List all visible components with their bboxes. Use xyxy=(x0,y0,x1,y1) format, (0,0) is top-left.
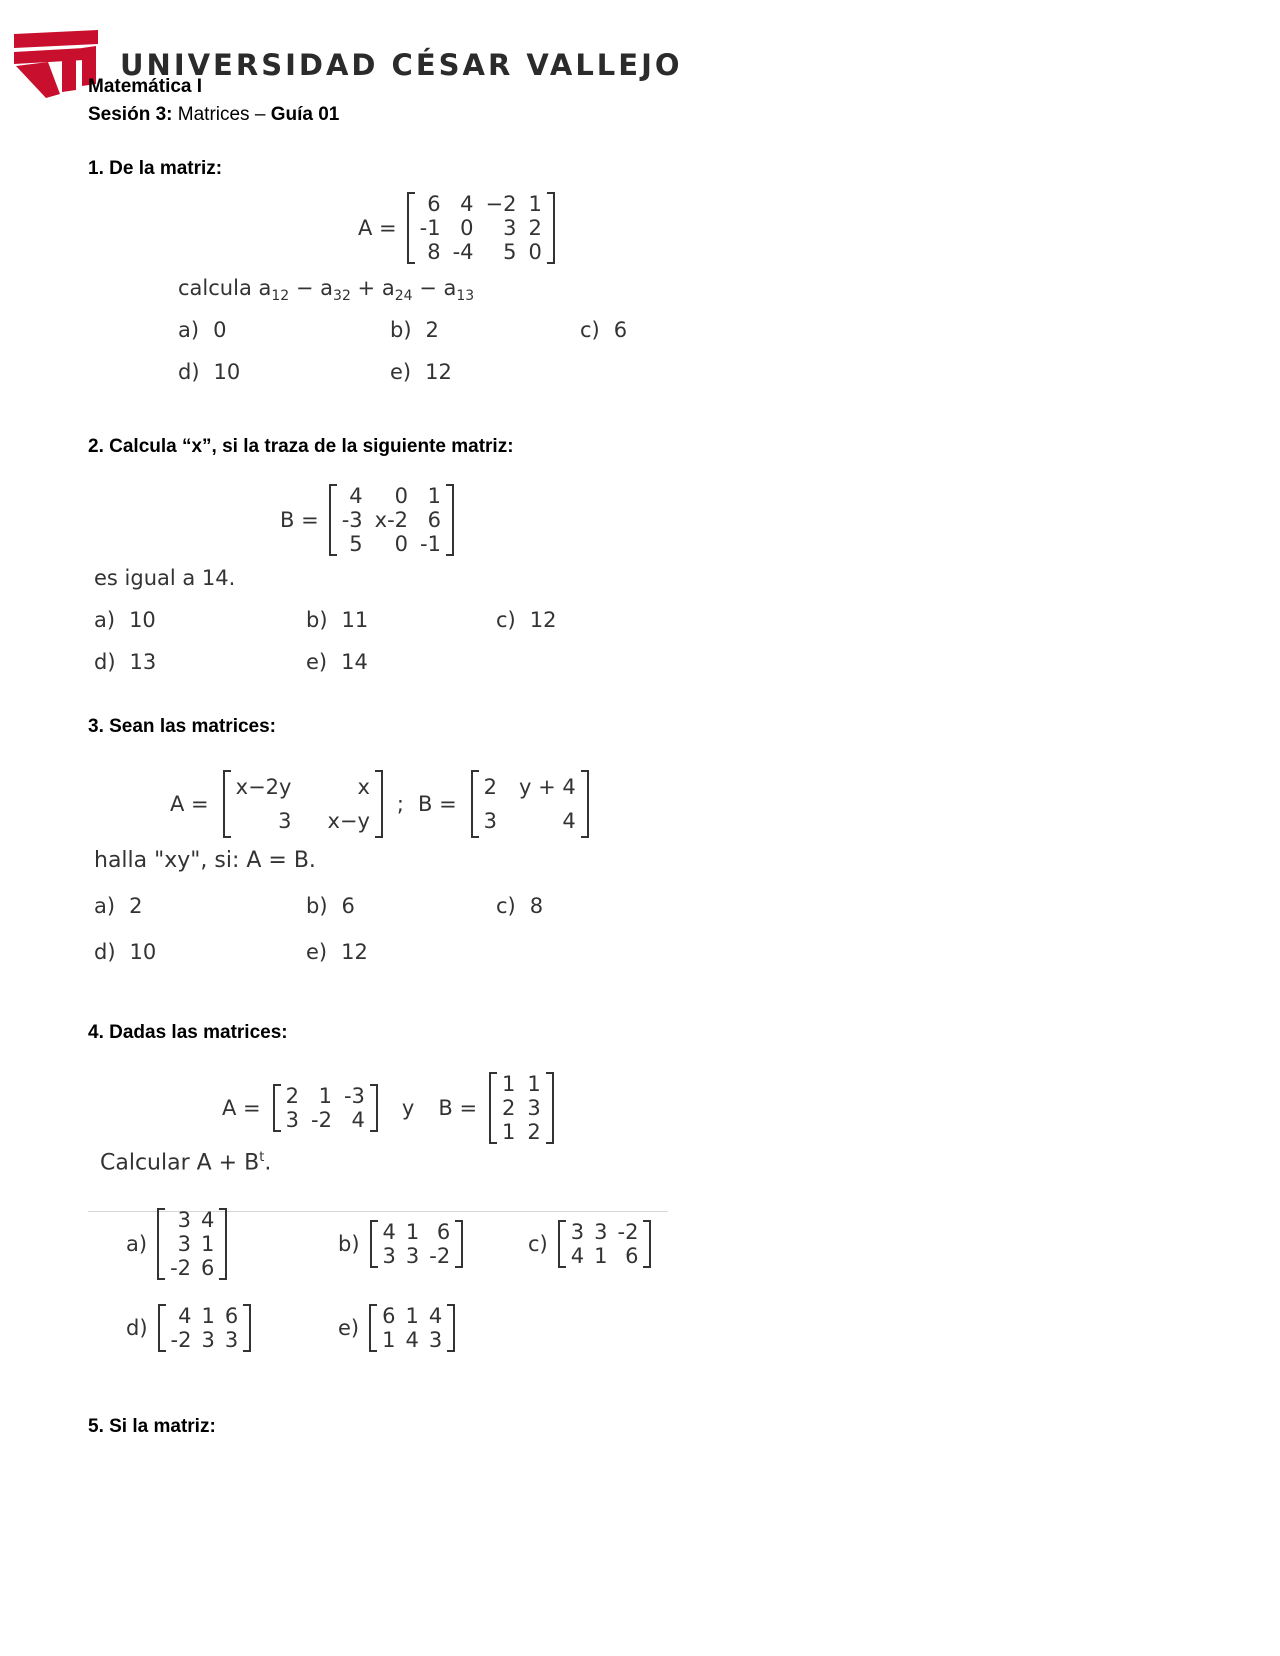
question-3-prompt: halla "xy", si: A = B. xyxy=(94,848,316,873)
course-title: Matemática I xyxy=(88,76,203,97)
matrix-cell: 4 xyxy=(562,809,576,833)
option-a[interactable]: a) 3 4 3 1 -2 6 xyxy=(126,1208,227,1280)
matrix-cell: 4 xyxy=(349,484,363,508)
matrix-cell: 4 xyxy=(460,192,474,216)
bracket-left xyxy=(157,1208,165,1280)
guide-label: Guía 01 xyxy=(270,104,340,125)
matrix-b xyxy=(471,770,589,838)
option-e[interactable]: e) 12 xyxy=(390,360,452,384)
question-1-prompt xyxy=(178,276,474,304)
matrix-cell: -2 xyxy=(311,1108,332,1132)
matrix-cell: 6 xyxy=(427,508,441,532)
matrix-cell: 0 xyxy=(528,240,542,264)
matrix-a xyxy=(273,1084,378,1132)
question-3-title: 3. Sean las matrices: xyxy=(88,716,276,737)
bracket-right xyxy=(455,1220,463,1268)
matrix-cell: 4 xyxy=(428,1304,443,1328)
matrix-cell: 2 xyxy=(483,775,498,799)
matrix-cell: 3 xyxy=(224,1328,239,1352)
bracket-right xyxy=(219,1208,227,1280)
university-logo-icon xyxy=(14,30,98,98)
matrix-cell: 3 xyxy=(201,1328,215,1352)
question-2-condition: es igual a 14. xyxy=(94,566,236,590)
question-2-matrix-b xyxy=(280,484,454,556)
expression-term: $a_{12}$ xyxy=(258,276,290,305)
matrix-cell: 4 xyxy=(201,1208,215,1232)
option-c[interactable]: c) 6 xyxy=(580,318,628,342)
matrix-cell: 2 xyxy=(502,1096,516,1120)
expression-term: $a_{24}$ xyxy=(381,276,413,305)
matrix-cell: -2 xyxy=(617,1220,639,1244)
matrix-cell: 1 xyxy=(502,1120,516,1144)
bracket-left xyxy=(407,192,415,264)
matrix-cell: -2 xyxy=(170,1328,192,1352)
matrix-cell: 2 xyxy=(528,216,542,240)
matrix-cell: 6 xyxy=(427,192,441,216)
matrix-label: A = xyxy=(358,216,397,240)
matrix-cell: 4 xyxy=(405,1328,419,1352)
bracket-left xyxy=(489,1072,497,1144)
matrix-a-label: A = xyxy=(222,1096,261,1120)
question-4-matrices xyxy=(222,1072,554,1144)
session-label: Sesión 3: xyxy=(88,104,173,125)
expression-operator: − xyxy=(412,276,444,300)
option-b[interactable]: b) 11 xyxy=(306,608,369,632)
matrix-a xyxy=(223,770,383,838)
option-e[interactable]: e) 6 1 4 1 4 3 xyxy=(338,1304,455,1352)
matrix-cell: 1 xyxy=(382,1328,396,1352)
matrix-cell: 1 xyxy=(528,192,542,216)
matrix-b-label: B = xyxy=(438,1096,478,1120)
matrix-cell: 0 xyxy=(394,484,409,508)
option-c[interactable]: c) 3 3 -2 4 1 6 xyxy=(528,1220,651,1268)
bracket-right xyxy=(446,484,454,556)
matrix-cell: 3 xyxy=(278,809,292,833)
bracket-left xyxy=(471,770,479,838)
matrix-a-label: A = xyxy=(170,792,209,816)
bracket-left xyxy=(223,770,231,838)
matrix xyxy=(329,484,454,556)
bracket-left xyxy=(158,1304,166,1352)
bracket-right xyxy=(370,1084,378,1132)
session-topic: Matrices – xyxy=(177,104,266,125)
matrix-cell: 1 xyxy=(427,484,441,508)
option-e[interactable]: e) 12 xyxy=(306,940,368,964)
matrix-cell: 4 xyxy=(178,1304,192,1328)
expression-term: $a_{13}$ xyxy=(443,276,475,305)
session-line xyxy=(88,104,339,126)
matrix-cell: 6 xyxy=(625,1244,639,1268)
matrix-cell: 2 xyxy=(527,1120,541,1144)
matrix-cell: 3 xyxy=(428,1328,443,1352)
option-c[interactable]: c) 12 xyxy=(496,608,557,632)
question-4-prompt: Calcular $A + B^t$. xyxy=(100,1150,272,1176)
matrix-cell: 5 xyxy=(503,240,517,264)
matrix-cell: 1 xyxy=(405,1220,420,1244)
bracket-left xyxy=(329,484,337,556)
option-d[interactable]: d) 10 xyxy=(178,360,241,384)
matrix-cell: 1 xyxy=(502,1072,516,1096)
matrix-label: B = xyxy=(280,508,319,532)
question-1-title: 1. De la matriz: xyxy=(88,158,223,179)
matrix-cell: 6 xyxy=(382,1304,396,1328)
matrix-cell: 0 xyxy=(460,216,474,240)
matrix xyxy=(407,192,555,264)
option-b[interactable]: b) 4 1 6 3 3 -2 xyxy=(338,1220,463,1268)
expression-term: $a_{32}$ xyxy=(320,276,351,305)
matrix-cell: -1 xyxy=(420,532,441,556)
option-a[interactable]: a) 2 xyxy=(94,894,143,918)
matrix-cell: 1 xyxy=(594,1244,608,1268)
matrix-cell: 4 xyxy=(570,1244,585,1268)
matrix-b xyxy=(489,1072,554,1144)
matrix-cell: y + 4 xyxy=(519,775,576,799)
option-a[interactable]: a) 10 xyxy=(94,608,156,632)
matrix-cell: 1 xyxy=(201,1304,215,1328)
matrix-cell: 3 xyxy=(570,1220,585,1244)
option-d[interactable]: d) 4 1 6 -2 3 3 xyxy=(126,1304,251,1352)
matrix-cell: 3 xyxy=(503,216,517,240)
expression xyxy=(258,276,475,305)
matrix-cell: 8 xyxy=(427,240,441,264)
matrix-cell: 3 xyxy=(177,1208,192,1232)
matrix-cell: 3 xyxy=(285,1108,300,1132)
matrix-cell: 5 xyxy=(349,532,363,556)
option-d[interactable]: d) 10 xyxy=(94,940,157,964)
bracket-right xyxy=(581,770,589,838)
matrix-cell: -1 xyxy=(419,216,441,240)
matrix-cell: x xyxy=(357,775,370,799)
matrix-cell: 1 xyxy=(527,1072,541,1096)
matrix-cell: x−y xyxy=(327,809,370,833)
matrix-cell: 6 xyxy=(224,1304,239,1328)
bracket-left xyxy=(558,1220,566,1268)
expression-operator: + xyxy=(350,276,382,300)
question-3-matrices xyxy=(170,770,589,838)
option-a[interactable]: a) 0 xyxy=(178,318,227,342)
matrix-cell: -2 xyxy=(170,1256,192,1280)
matrix-cell: 2 xyxy=(285,1084,300,1108)
matrix-cell: -3 xyxy=(343,1084,365,1108)
matrix-cell: 0 xyxy=(394,532,409,556)
option-b[interactable]: b) 6 xyxy=(306,894,355,918)
matrix-cell: 4 xyxy=(351,1108,365,1132)
bracket-right xyxy=(375,770,383,838)
separator: ; xyxy=(396,792,404,816)
matrix-cell: 4 xyxy=(382,1220,396,1244)
option-d[interactable]: d) 13 xyxy=(94,650,157,674)
matrix-cell: x-2 xyxy=(374,508,409,532)
matrix-cell: -3 xyxy=(341,508,363,532)
option-e[interactable]: e) 14 xyxy=(306,650,368,674)
matrix-cell: -2 xyxy=(429,1244,451,1268)
prompt-prefix: calcula xyxy=(178,276,252,300)
bracket-left xyxy=(273,1084,281,1132)
matrix-cell: -4 xyxy=(452,240,474,264)
conjunction: y xyxy=(401,1096,415,1120)
matrix-cell: 6 xyxy=(436,1220,451,1244)
option-c[interactable]: c) 8 xyxy=(496,894,544,918)
option-b[interactable]: b) 2 xyxy=(390,318,439,342)
university-name: UNIVERSIDAD CÉSAR VALLEJO xyxy=(120,48,683,82)
matrix-cell: 6 xyxy=(201,1256,215,1280)
bracket-right xyxy=(643,1220,651,1268)
matrix-cell: 3 xyxy=(177,1232,192,1256)
bracket-right xyxy=(546,1072,554,1144)
bracket-right xyxy=(547,192,555,264)
bracket-left xyxy=(369,1304,377,1352)
bracket-left xyxy=(370,1220,378,1268)
matrix-cell: 1 xyxy=(201,1232,215,1256)
bracket-right xyxy=(447,1304,455,1352)
matrix-cell: 1 xyxy=(318,1084,332,1108)
question-5-title: 5. Si la matriz: xyxy=(88,1416,216,1437)
matrix-cell: 3 xyxy=(527,1096,541,1120)
matrix-cell: 3 xyxy=(382,1244,396,1268)
matrix-cell: 3 xyxy=(594,1220,608,1244)
question-2-title: 2. Calcula “x”, si la traza de la siguiente matriz: xyxy=(88,436,514,457)
matrix-cell: 1 xyxy=(405,1304,419,1328)
question-1-matrix-a xyxy=(358,192,555,264)
matrix-cell: x−2y xyxy=(235,775,292,799)
matrix-cell: 3 xyxy=(483,809,498,833)
matrix-cell: −2 xyxy=(485,192,517,216)
expression-operator: − xyxy=(289,276,321,300)
question-4-title: 4. Dadas las matrices: xyxy=(88,1022,288,1043)
matrix-cell: 3 xyxy=(405,1244,420,1268)
bracket-right xyxy=(243,1304,251,1352)
matrix-b-label: B = xyxy=(417,792,457,816)
